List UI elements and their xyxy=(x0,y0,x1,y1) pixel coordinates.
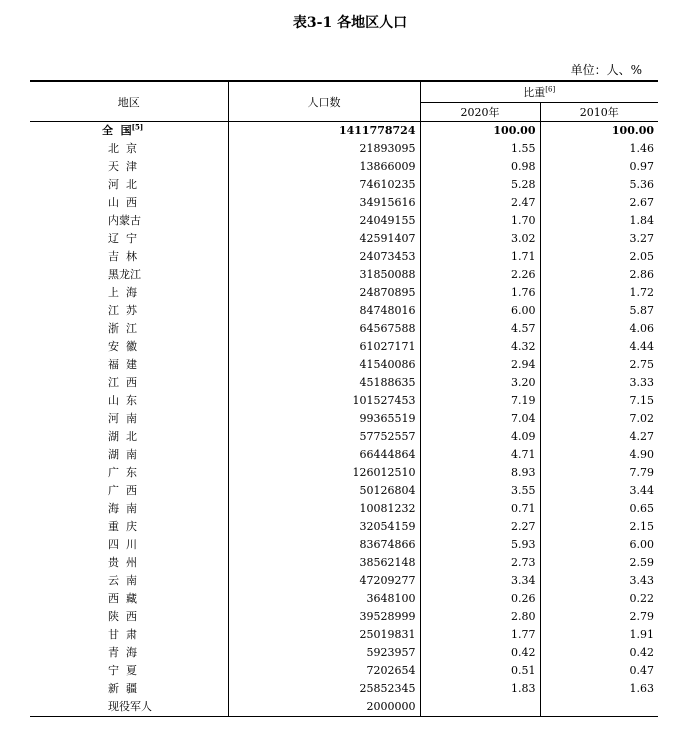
cell-region xyxy=(30,446,228,464)
table-row xyxy=(30,374,658,392)
cell-ratio-2020 xyxy=(420,698,540,717)
cell-ratio-2010: 5.36 xyxy=(629,178,655,191)
cell-ratio-2010: 4.06 xyxy=(629,322,655,335)
cell-population: 47209277 xyxy=(228,572,420,590)
cell-population: 57752557 xyxy=(228,428,420,446)
region-name: 安 徽 xyxy=(108,340,137,353)
cell-ratio-2010: 3.27 xyxy=(629,232,655,245)
cell-ratio-2020: 2.26 xyxy=(420,266,540,284)
cell-region xyxy=(30,500,228,518)
cell-ratio-2010: 4.90 xyxy=(629,448,655,461)
cell-region xyxy=(30,590,228,608)
region-name: 河 南 xyxy=(108,412,137,425)
cell-population: 24073453 xyxy=(228,248,420,266)
table-row xyxy=(30,230,658,248)
table-row xyxy=(30,338,658,356)
cell-region xyxy=(30,536,228,554)
cell-population: 31850088 xyxy=(228,266,420,284)
population-table xyxy=(30,80,658,717)
cell-ratio-2010: 1.63 xyxy=(629,682,655,695)
cell-ratio-2010: 7.15 xyxy=(629,394,655,407)
header-ratio-label: 比重 xyxy=(523,86,546,99)
header-ratio xyxy=(420,81,658,103)
cell-region xyxy=(30,608,228,626)
region-name: 上 海 xyxy=(108,286,137,299)
cell-region xyxy=(30,176,228,194)
cell-ratio-2010: 0.47 xyxy=(629,664,655,677)
cell-ratio-2020: 5.93 xyxy=(420,536,540,554)
cell-ratio-2010: 2.67 xyxy=(629,196,655,209)
cell-region xyxy=(30,428,228,446)
cell-population: 42591407 xyxy=(228,230,420,248)
cell-region xyxy=(30,410,228,428)
region-name: 贵 州 xyxy=(108,556,137,569)
cell-region xyxy=(30,320,228,338)
cell-population: 34915616 xyxy=(228,194,420,212)
cell-population: 39528999 xyxy=(228,608,420,626)
region-name: 现役军人 xyxy=(108,700,152,713)
cell-ratio-2010: 2.79 xyxy=(629,610,655,623)
region-name: 重 庆 xyxy=(108,520,137,533)
unit-label: 单位：人、% xyxy=(570,63,642,77)
cell-population: 126012510 xyxy=(228,464,420,482)
cell-ratio-2010: 2.59 xyxy=(629,556,655,569)
cell-ratio-2020: 3.55 xyxy=(420,482,540,500)
region-name: 江 西 xyxy=(108,376,137,389)
region-footnote: [5] xyxy=(131,122,144,132)
table-row xyxy=(30,266,658,284)
header-population: 人口数 xyxy=(228,81,420,122)
region-name: 山 东 xyxy=(108,394,137,407)
region-name: 辽 宁 xyxy=(108,232,137,245)
cell-ratio-2020: 1.71 xyxy=(420,248,540,266)
cell-ratio-2020: 7.04 xyxy=(420,410,540,428)
cell-region xyxy=(30,212,228,230)
cell-ratio-2020: 3.02 xyxy=(420,230,540,248)
cell-region xyxy=(30,266,228,284)
region-name: 新 疆 xyxy=(108,682,137,695)
cell-ratio-2010: 0.22 xyxy=(629,592,655,605)
table-row xyxy=(30,464,658,482)
cell-ratio-2020: 0.26 xyxy=(420,590,540,608)
region-name: 宁 夏 xyxy=(108,664,137,677)
region-name: 广 东 xyxy=(108,466,137,479)
cell-region xyxy=(30,194,228,212)
cell-population: 99365519 xyxy=(228,410,420,428)
cell-ratio-2010: 4.27 xyxy=(629,430,655,443)
cell-region xyxy=(30,356,228,374)
table-title: 表3-1 各地区人口 xyxy=(292,15,408,31)
cell-region xyxy=(30,374,228,392)
table-row xyxy=(30,140,658,158)
cell-region xyxy=(30,482,228,500)
cell-population: 32054159 xyxy=(228,518,420,536)
cell-ratio-2020: 5.28 xyxy=(420,176,540,194)
cell-ratio-2020: 8.93 xyxy=(420,464,540,482)
cell-ratio-2020: 2.80 xyxy=(420,608,540,626)
cell-region xyxy=(30,644,228,662)
table-row xyxy=(30,410,658,428)
cell-ratio-2010: 6.00 xyxy=(629,538,655,551)
header-2020: 2020年 xyxy=(420,103,540,122)
cell-population: 50126804 xyxy=(228,482,420,500)
table-body xyxy=(30,122,658,717)
table-row xyxy=(30,284,658,302)
cell-ratio-2020: 0.51 xyxy=(420,662,540,680)
cell-population: 2000000 xyxy=(228,698,420,717)
cell-population: 38562148 xyxy=(228,554,420,572)
cell-ratio-2020: 1.77 xyxy=(420,626,540,644)
cell-population: 61027171 xyxy=(228,338,420,356)
table-row xyxy=(30,320,658,338)
cell-population: 24870895 xyxy=(228,284,420,302)
region-name: 山 西 xyxy=(108,196,137,209)
header-ratio-note: [6] xyxy=(545,85,556,94)
cell-ratio-2020: 1.55 xyxy=(420,140,540,158)
cell-ratio-2010: 7.79 xyxy=(629,466,655,479)
cell-ratio-2020: 4.57 xyxy=(420,320,540,338)
cell-population: 13866009 xyxy=(228,158,420,176)
cell-ratio-2010: 4.44 xyxy=(629,340,655,353)
table-row xyxy=(30,302,658,320)
table-row xyxy=(30,680,658,698)
table-row xyxy=(30,482,658,500)
header-2010: 2010年 xyxy=(540,103,658,122)
cell-ratio-2020: 100.00 xyxy=(420,122,540,141)
table-row xyxy=(30,554,658,572)
region-name: 海 南 xyxy=(108,502,137,515)
cell-ratio-2010: 1.72 xyxy=(629,286,655,299)
cell-ratio-2010: 0.42 xyxy=(629,646,655,659)
table-row xyxy=(30,428,658,446)
region-name: 陕 西 xyxy=(108,610,137,623)
cell-population: 3648100 xyxy=(228,590,420,608)
cell-region xyxy=(30,626,228,644)
table-row xyxy=(30,248,658,266)
cell-ratio-2020: 2.47 xyxy=(420,194,540,212)
cell-ratio-2010: 2.75 xyxy=(629,358,655,371)
region-name: 黑龙江 xyxy=(108,268,141,281)
region-name: 四 川 xyxy=(108,538,137,551)
cell-region xyxy=(30,518,228,536)
table-row xyxy=(30,536,658,554)
cell-population: 84748016 xyxy=(228,302,420,320)
table-row xyxy=(30,662,658,680)
cell-ratio-2020: 2.94 xyxy=(420,356,540,374)
cell-region xyxy=(30,230,228,248)
cell-ratio-2020: 4.71 xyxy=(420,446,540,464)
cell-region xyxy=(30,284,228,302)
cell-population: 74610235 xyxy=(228,176,420,194)
table-row xyxy=(30,356,658,374)
cell-population: 25019831 xyxy=(228,626,420,644)
cell-population: 101527453 xyxy=(228,392,420,410)
cell-region xyxy=(30,680,228,698)
region-name: 甘 肃 xyxy=(108,628,137,641)
region-name: 云 南 xyxy=(108,574,137,587)
header-region: 地区 xyxy=(30,81,228,122)
region-name: 内蒙古 xyxy=(108,214,141,227)
cell-population: 41540086 xyxy=(228,356,420,374)
cell-population: 5923957 xyxy=(228,644,420,662)
table-row xyxy=(30,122,658,141)
table-row xyxy=(30,572,658,590)
cell-ratio-2020: 4.09 xyxy=(420,428,540,446)
region-name: 北 京 xyxy=(108,142,137,155)
cell-region xyxy=(30,572,228,590)
cell-region xyxy=(30,302,228,320)
cell-region xyxy=(30,248,228,266)
cell-region xyxy=(30,140,228,158)
table-row xyxy=(30,644,658,662)
cell-ratio-2010: 3.44 xyxy=(629,484,655,497)
cell-region xyxy=(30,338,228,356)
region-name: 天 津 xyxy=(108,160,137,173)
table-row xyxy=(30,698,658,717)
cell-ratio-2010: 100.00 xyxy=(611,124,655,137)
cell-population: 7202654 xyxy=(228,662,420,680)
region-name: 浙 江 xyxy=(108,322,137,335)
region-name: 青 海 xyxy=(108,646,137,659)
cell-ratio-2020: 2.27 xyxy=(420,518,540,536)
table-row xyxy=(30,158,658,176)
region-name: 河 北 xyxy=(108,178,137,191)
cell-ratio-2020: 0.42 xyxy=(420,644,540,662)
region-name: 广 西 xyxy=(108,484,137,497)
cell-ratio-2010: 3.43 xyxy=(629,574,655,587)
cell-ratio-2020: 1.70 xyxy=(420,212,540,230)
cell-ratio-2010: 2.86 xyxy=(629,268,655,281)
cell-region xyxy=(30,662,228,680)
cell-ratio-2010: 7.02 xyxy=(629,412,655,425)
cell-population: 83674866 xyxy=(228,536,420,554)
cell-ratio-2020: 7.19 xyxy=(420,392,540,410)
cell-ratio-2010: 5.87 xyxy=(629,304,655,317)
cell-population: 25852345 xyxy=(228,680,420,698)
table-row xyxy=(30,392,658,410)
region-name: 湖 南 xyxy=(108,448,137,461)
table-row xyxy=(30,518,658,536)
region-name: 西 藏 xyxy=(108,592,137,605)
cell-region xyxy=(30,392,228,410)
cell-region xyxy=(30,122,228,141)
cell-ratio-2010: 1.91 xyxy=(629,628,655,641)
table-row xyxy=(30,590,658,608)
cell-ratio-2020: 6.00 xyxy=(420,302,540,320)
table-row xyxy=(30,446,658,464)
table-row xyxy=(30,212,658,230)
table-row xyxy=(30,500,658,518)
cell-ratio-2010: 1.84 xyxy=(629,214,655,227)
cell-population: 66444864 xyxy=(228,446,420,464)
cell-ratio-2010: 3.33 xyxy=(629,376,655,389)
cell-ratio-2020: 0.71 xyxy=(420,500,540,518)
table-row xyxy=(30,608,658,626)
table-row xyxy=(30,176,658,194)
table-row xyxy=(30,626,658,644)
cell-ratio-2020: 3.20 xyxy=(420,374,540,392)
cell-ratio-2010: 2.15 xyxy=(629,520,655,533)
region-name: 全 国 xyxy=(102,124,132,137)
cell-population: 21893095 xyxy=(228,140,420,158)
cell-population: 64567588 xyxy=(228,320,420,338)
cell-population: 24049155 xyxy=(228,212,420,230)
cell-region xyxy=(30,698,228,717)
cell-ratio-2020: 1.76 xyxy=(420,284,540,302)
cell-ratio-2020: 4.32 xyxy=(420,338,540,356)
region-name: 福 建 xyxy=(108,358,137,371)
cell-ratio-2020: 2.73 xyxy=(420,554,540,572)
table-row xyxy=(30,194,658,212)
cell-ratio-2020: 3.34 xyxy=(420,572,540,590)
cell-ratio-2010: 0.65 xyxy=(629,502,655,515)
cell-ratio-2010 xyxy=(540,698,658,717)
cell-region xyxy=(30,464,228,482)
cell-region xyxy=(30,554,228,572)
cell-ratio-2010: 1.46 xyxy=(629,142,655,155)
cell-ratio-2010: 0.97 xyxy=(629,160,655,173)
cell-population: 1411778724 xyxy=(228,122,420,141)
cell-ratio-2020: 0.98 xyxy=(420,158,540,176)
cell-population: 10081232 xyxy=(228,500,420,518)
cell-region xyxy=(30,158,228,176)
cell-population: 45188635 xyxy=(228,374,420,392)
cell-ratio-2010: 2.05 xyxy=(629,250,655,263)
cell-ratio-2020: 1.83 xyxy=(420,680,540,698)
region-name: 江 苏 xyxy=(108,304,137,317)
region-name: 吉 林 xyxy=(108,250,137,263)
region-name: 湖 北 xyxy=(108,430,137,443)
